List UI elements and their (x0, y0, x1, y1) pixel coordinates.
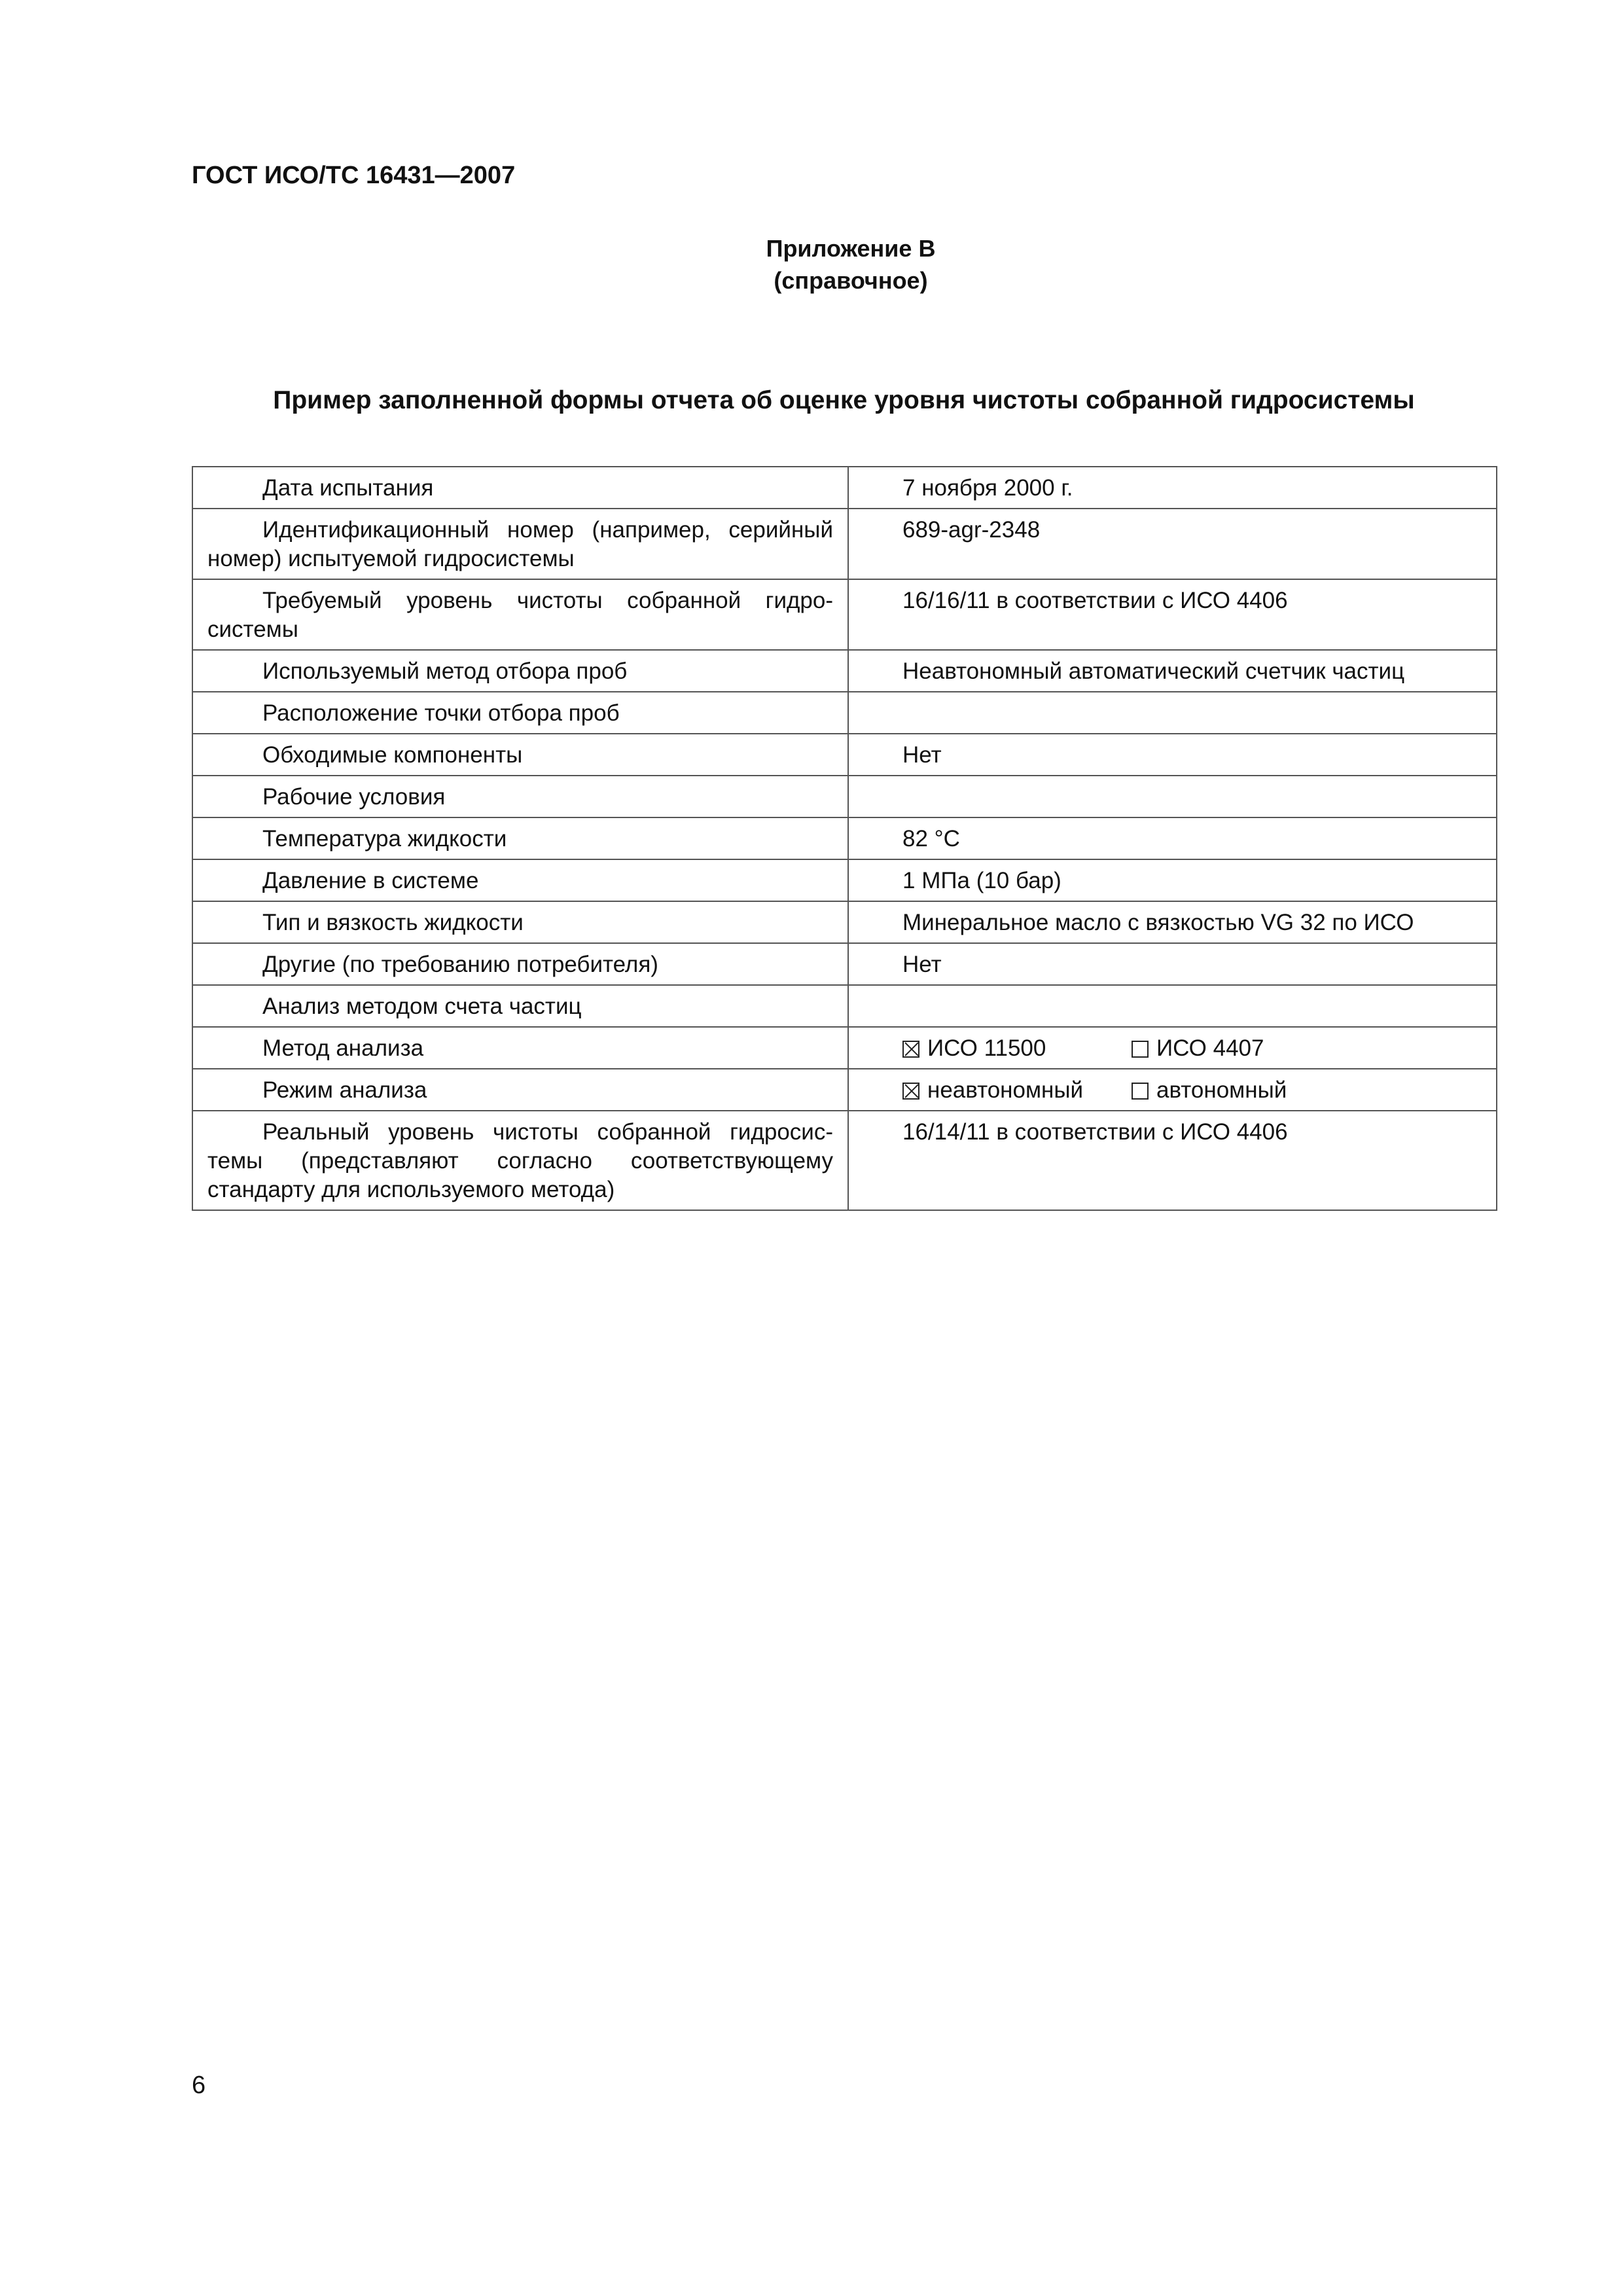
row-value (848, 509, 1497, 579)
row-label-text: Метод анализа (262, 1035, 424, 1061)
row-value (848, 985, 1497, 1027)
row-value (848, 1069, 1497, 1111)
row-label-text: Тип и вязкость жидкости (262, 910, 524, 935)
table-row (192, 1069, 1497, 1111)
row-label (192, 817, 848, 859)
appendix-label: Приложение В (766, 235, 936, 262)
table-row (192, 509, 1497, 579)
checkbox-option (1132, 1076, 1287, 1105)
row-value (848, 817, 1497, 859)
row-value-text: 7 ноября 2000 г. (902, 475, 1073, 501)
row-value (848, 734, 1497, 776)
page-number: 6 (192, 2072, 206, 2099)
table-row (192, 817, 1497, 859)
row-value-text: 82 °C (902, 826, 960, 852)
row-value-text: Нет (902, 952, 942, 977)
row-value-text: Неавтономный автоматический счетчик частиц (902, 658, 1405, 684)
row-label-text: Расположение точки отбора проб (262, 700, 620, 726)
row-label-text: Режим анализа (262, 1077, 427, 1103)
row-value-text: 689-agr-2348 (902, 517, 1041, 543)
row-label (192, 579, 848, 650)
row-label-text: Используемый метод отбора проб (262, 658, 628, 684)
row-label-text: Рабочие условия (262, 784, 446, 810)
row-value (848, 467, 1497, 509)
row-label-text: Дата испытания (262, 475, 434, 501)
row-label (192, 467, 848, 509)
table-row (192, 859, 1497, 901)
appendix-heading (589, 232, 1113, 296)
row-label (192, 509, 848, 579)
row-label-text: Температура жидкости (262, 826, 507, 852)
table-row (192, 1111, 1497, 1210)
row-value-text: 16/14/11 в соответствии с ИСО 4406 (902, 1119, 1288, 1145)
row-label-text: Другие (по требованию потребителя) (262, 952, 658, 977)
row-label (192, 776, 848, 817)
report-form-table (192, 466, 1497, 1211)
table-row (192, 776, 1497, 817)
row-value (848, 859, 1497, 901)
empty-box-icon (1132, 1041, 1149, 1058)
row-value (848, 901, 1497, 943)
row-label-text: Идентификационный номер (например, серийный номер) испытуемой гидросистемы (207, 517, 833, 571)
checkbox-option (902, 1034, 1132, 1063)
row-value-text: 1 МПа (10 бар) (902, 868, 1061, 893)
row-label (192, 859, 848, 901)
row-label (192, 901, 848, 943)
checkbox-option-label: ИСО 11500 (927, 1035, 1046, 1061)
row-value-text: Нет (902, 742, 942, 768)
row-value-text: Минеральное масло с вязкостью VG 32 по ИСО (902, 910, 1414, 935)
checkbox-option (902, 1076, 1132, 1105)
row-value (848, 1027, 1497, 1069)
checked-box-icon (902, 1083, 919, 1100)
table-row (192, 579, 1497, 650)
row-label (192, 692, 848, 734)
table-row (192, 901, 1497, 943)
row-label-text: Требуемый уровень чистоты собранной гидро-системы (207, 588, 833, 642)
row-label-text: Давление в системе (262, 868, 479, 893)
row-value (848, 1111, 1497, 1210)
table-row (192, 1027, 1497, 1069)
row-label-text: Обходимые компоненты (262, 742, 523, 768)
row-label-text: Анализ методом счета частиц (262, 994, 582, 1019)
row-value (848, 650, 1497, 692)
row-value (848, 943, 1497, 985)
row-label (192, 1111, 848, 1210)
document-code: ГОСТ ИСО/ТС 16431—2007 (192, 162, 516, 189)
row-label (192, 734, 848, 776)
appendix-type: (справочное) (774, 267, 928, 294)
table-row (192, 985, 1497, 1027)
row-label (192, 943, 848, 985)
table-row (192, 467, 1497, 509)
row-value (848, 692, 1497, 734)
row-value-text: 16/16/11 в соответствии с ИСО 4406 (902, 588, 1288, 613)
row-value (848, 579, 1497, 650)
row-label (192, 1027, 848, 1069)
empty-box-icon (1132, 1083, 1149, 1100)
table-row (192, 943, 1497, 985)
checkbox-option-label: автономный (1156, 1077, 1287, 1103)
table-row (192, 734, 1497, 776)
table-row (192, 692, 1497, 734)
checkbox-option-label: неавтономный (927, 1077, 1084, 1103)
checkbox-option-label: ИСО 4407 (1156, 1035, 1264, 1061)
row-label-text: Реальный уровень чистоты собранной гидросис-темы (представляют согласно соответствующему стандарту для используемого метода) (207, 1119, 833, 1202)
page-title: Пример заполненной формы отчета об оценке уровня чистоты собранной гидросистемы (273, 386, 1415, 414)
table-row (192, 650, 1497, 692)
checkbox-option (1132, 1034, 1264, 1063)
row-label (192, 1069, 848, 1111)
checked-box-icon (902, 1041, 919, 1058)
row-value (848, 776, 1497, 817)
row-label (192, 650, 848, 692)
row-label (192, 985, 848, 1027)
